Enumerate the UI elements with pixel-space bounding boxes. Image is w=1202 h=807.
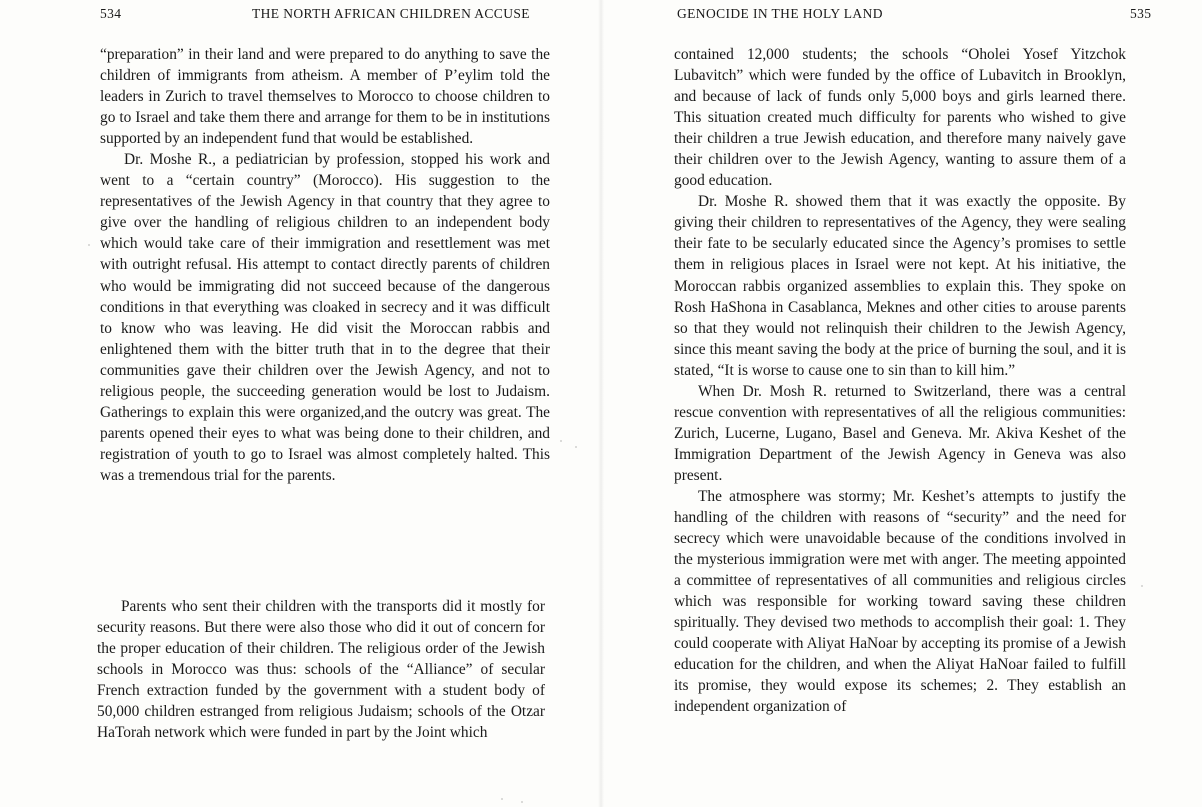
right-text-block-1 — [674, 44, 1126, 718]
right-page-number: 535 — [1130, 6, 1152, 21]
paragraph: When Dr. Mosh R. returned to Switzerland, there was a central rescue convention with representatives of all the religious communities: Zurich, Lucerne, Lugano, Basel and Geneva. Mr. Akiva Keshet of the Immigration Department of the Jewish Agency in Geneva was also present. — [674, 382, 1126, 484]
scan-speck — [88, 244, 90, 246]
paragraph: “preparation” in their land and were prepared to do anything to save the children of immigrants from atheism. A member of P’eylim told the leaders in Zurich to travel themselves to Morocco to choose children to go to Israel and take them there and arrange for them to be in institutions supported by an independent fund that would be established. — [100, 46, 550, 148]
left-page-number: 534 — [100, 6, 122, 21]
scan-speck — [521, 801, 523, 803]
paragraph: Dr. Moshe R., a pediatrician by profession, stopped his work and went to a “certain country” (Morocco). His suggestion to the representatives of the Jewish Agency in that country that they agree to give over the handling of religious children to an independent body which would take care of their immigration and resettlement was met with outright refusal. His attempt to contact directly parents of children who would be immigrating did not succeed because of the dangerous conditions in that everything was cloaked in secrecy and it was difficult to know who was leaving. He did visit the Moroccan rabbis and enlightened them with the bitter truth that in to the degree that their communities gave their children over the Jewish Agency, and not to religious people, the succeeding generation would be lost to Judaism. Gatherings to explain this were organized,and the outcry was great. The parents opened their eyes to what was being done to their children, and registration of youth to go to Israel was almost completely halted. This was a tremendous trial for the parents. — [100, 151, 550, 484]
paragraph: Parents who sent their children with the transports did it mostly for security reasons. But there were also those who did it out of concern for the proper education of their children. The religious order of the Jewish schools in Morocco was thus: schools of the “Alliance” of secular French extraction funded by the government with a student body of 50,000 children estranged from religious Judaism; schools of the Otzar HaTorah network which were funded in part by the Joint which — [97, 598, 545, 742]
scan-speck — [575, 446, 577, 448]
right-page — [601, 0, 1202, 807]
scan-speck — [560, 440, 562, 442]
right-running-head: GENOCIDE IN THE HOLY LAND — [677, 6, 883, 21]
paragraph: contained 12,000 students; the schools “Oholei Yosef Yitzchok Lubavitch” which were funded by the office of Lubavitch in Brooklyn, and because of lack of funds only 5,000 boys and girls learned there. This situation created much difficulty for parents who wished to give their children a true Jewish education, and therefore many naively gave their children over to the Jewish Agency, wanting to assure them of a good education. — [674, 46, 1126, 190]
scan-speck — [501, 798, 503, 800]
scan-speck — [1141, 585, 1143, 587]
left-text-block-2 — [97, 596, 545, 743]
paragraph: The atmosphere was stormy; Mr. Keshet’s attempts to justify the handling of the children with reasons of “security” and the need for secrecy which were unavoidable because of the conditions involved in the mysterious immigration were met with anger. The meeting appointed a committee of representatives of all communities and religious circles which was responsible for working toward saving these children spiritually. They devised two methods to accomplish their goal: 1. They could cooperate with Aliyat HaNoar by accepting its promise of a Jewish education for the children, and when the Aliyat HaNoar failed to fulfill its promise, they would expose its schemes; 2. They establish an independent organization of — [674, 487, 1126, 716]
paragraph: Dr. Moshe R. showed them that it was exactly the opposite. By giving their children to representatives of the Agency, they were sealing their fate to be secularly educated since the Agency’s promises to settle them in religious places in Israel were not kept. At his initiative, the Moroccan rabbis organized assemblies to explain this. They spoke on Rosh HaShona in Casablanca, Meknes and other cities to arouse parents so that they would not relinquish their children to the Jewish Agency, since this meant saving the body at the price of burning the soul, and it is stated, “It is worse to cause one to sin than to kill him.” — [674, 193, 1126, 379]
left-text-block-1 — [100, 44, 550, 486]
left-running-head: THE NORTH AFRICAN CHILDREN ACCUSE — [252, 6, 530, 21]
